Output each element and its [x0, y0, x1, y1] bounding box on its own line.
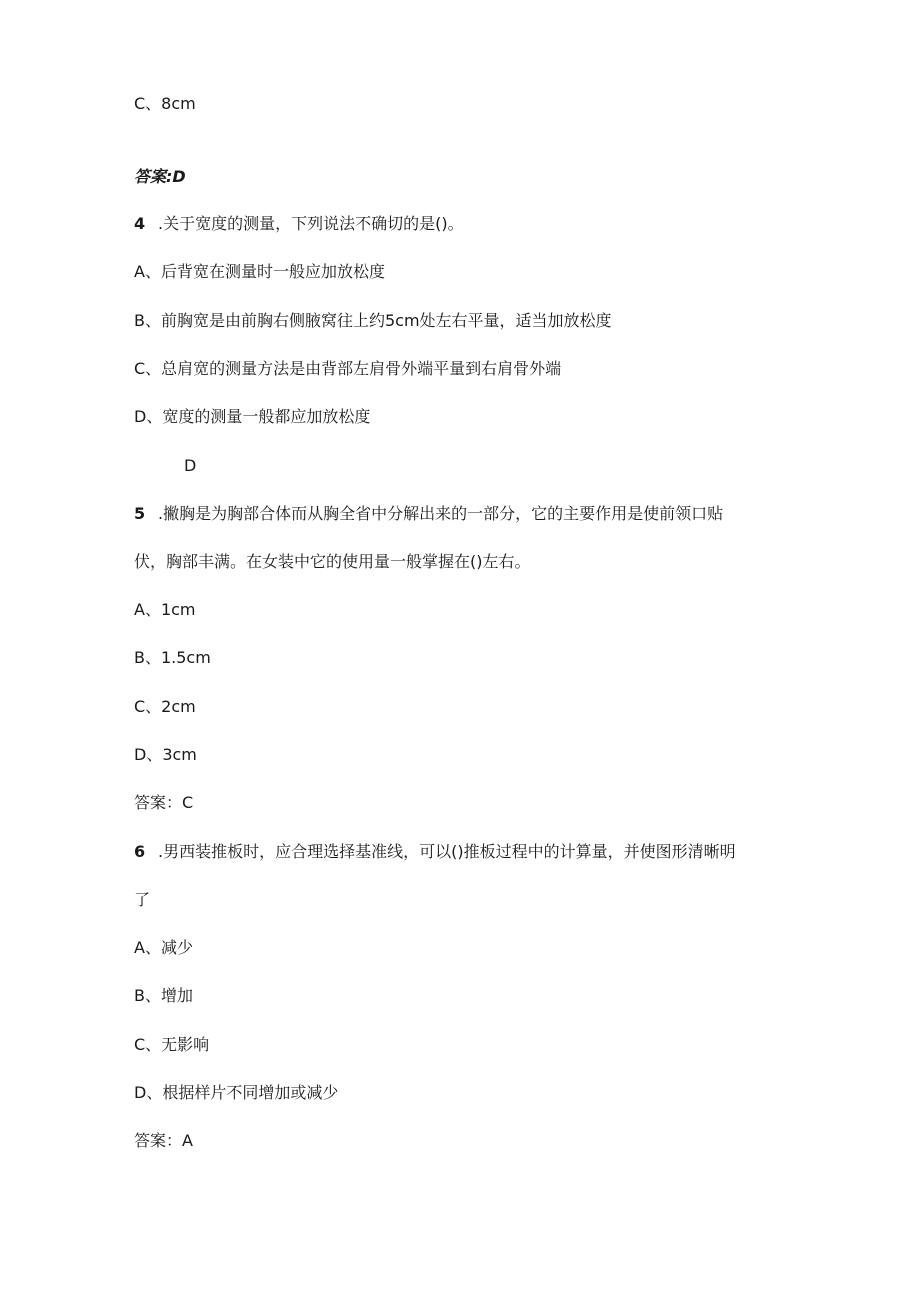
q6-option-b: B、增加: [134, 986, 193, 1005]
q3-option-c: C、8cm: [134, 94, 196, 113]
q6-number: 6: [134, 842, 146, 861]
q4-option-c: C、总肩宽的测量方法是由背部左肩骨外端平量到右肩骨外端: [134, 359, 562, 378]
q4-stem: [134, 214, 464, 234]
q6-option-d: D、根据样片不同增加或减少: [134, 1083, 339, 1102]
q5-option-c: C、2cm: [134, 697, 196, 716]
q6-option-c: C、无影响: [134, 1035, 210, 1054]
q5-number: 5: [134, 504, 146, 523]
q5-stem-line1: [134, 504, 723, 524]
q4-answer: D: [184, 456, 197, 475]
q5-option-b: B、1.5cm: [134, 648, 211, 667]
q6-option-a: A、减少: [134, 938, 193, 957]
q4-option-b: B、前胸宽是由前胸右侧腋窝往上约5cm处左右平量，适当加放松度: [134, 311, 612, 330]
q5-option-d: D、3cm: [134, 745, 197, 764]
q3-answer: 答案:D: [134, 167, 186, 186]
q6-answer: 答案：A: [134, 1131, 193, 1150]
q4-option-d: D、宽度的测量一般都应加放松度: [134, 407, 371, 426]
q5-stem-text-1: .撇胸是为胸部合体而从胸全省中分解出来的一部分，它的主要作用是使前领口贴: [158, 504, 724, 523]
q5-option-a: A、1cm: [134, 600, 196, 619]
q6-stem-line2: 了: [134, 890, 151, 909]
q5-answer: 答案：C: [134, 793, 194, 812]
q5-stem-line2: 伏，胸部丰满。在女装中它的使用量一般掌握在()左右。: [134, 552, 531, 571]
q4-number: 4: [134, 214, 146, 233]
q4-option-a: A、后背宽在测量时一般应加放松度: [134, 262, 385, 281]
q6-stem-text-1: .男西装推板时，应合理选择基准线，可以()推板过程中的计算量，并使图形清晰明: [158, 842, 736, 861]
q6-stem-line1: [134, 842, 736, 862]
q4-stem-text: .关于宽度的测量，下列说法不确切的是()。: [158, 214, 464, 233]
